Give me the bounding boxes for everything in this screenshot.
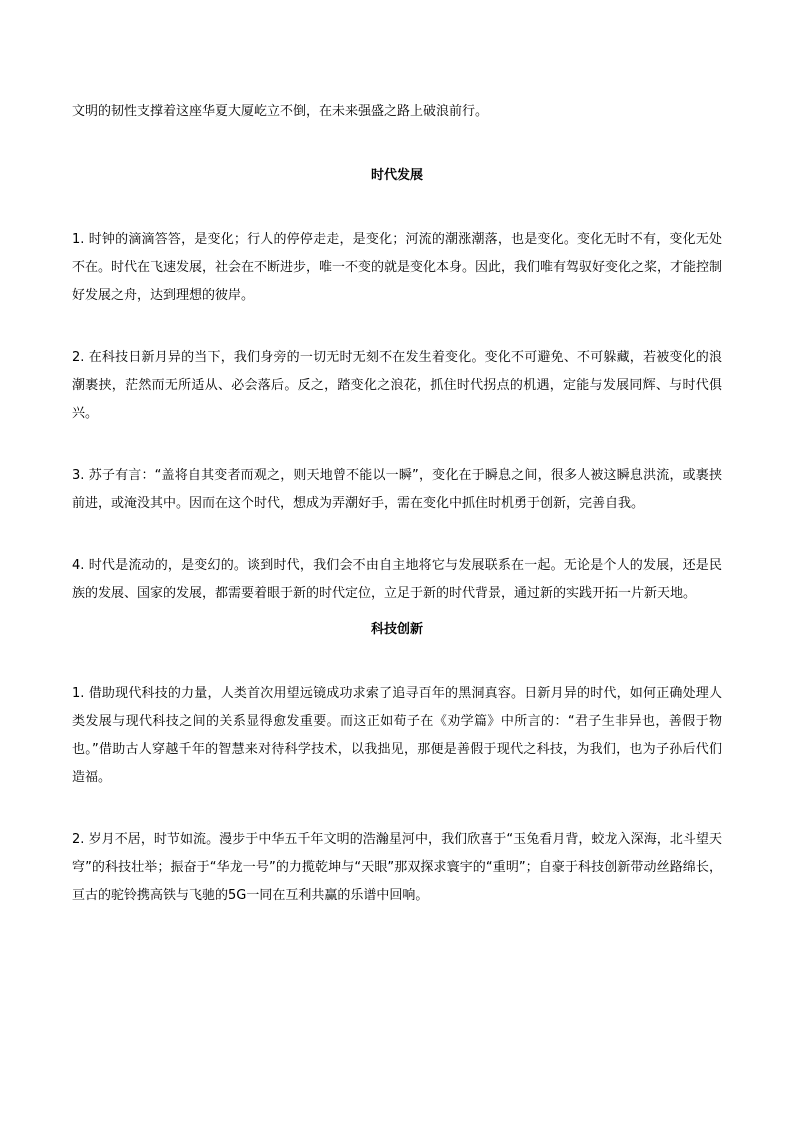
spacer: [72, 608, 722, 616]
spacer: [72, 644, 722, 680]
paragraph: 1. 借助现代科技的力量，人类首次用望远镜成功求索了追寻百年的黑洞真容。日新月异的时代，如何正确处理人类发展与现代科技之间的关系显得愈发重要。而这正如荀子在《劝学篇》中所言的：“君子生非异也，善假于物也。”借助古人穿越千年的智慧来对待科学技术，以我拙见，那便是善假于现代之科技，为我们，也为子孙后代们造福。: [72, 686, 722, 785]
spacer: [72, 792, 722, 826]
paragraph: 1. 时钟的滴滴答答，是变化；行人的停停走走，是变化；河流的潮涨潮落，也是变化。变化无时不有，变化无处不在。时代在飞速发展，社会在不断进步，唯一不变的就是变化本身。因此，我们唯有驾驭好变化之桨，才能控制好发展之舟，达到理想的彼岸。: [72, 232, 723, 303]
spacer: [72, 126, 722, 162]
intro-line: 文明的韧性支撑着这座华夏大厦屹立不倒，在未来强盛之路上破浪前行。: [72, 104, 489, 119]
paragraph: 2. 在科技日新月异的当下，我们身旁的一切无时无刻不在发生着变化。变化不可避免、不可躲藏，若被变化的浪潮裹挟，茫然而无所适从、必会落后。反之，踏变化之浪花，抓住时代拐点的机遇，定能与发展同辉、与时代俱兴。: [72, 350, 722, 421]
paragraph: 4. 时代是流动的，是变幻的。谈到时代，我们会不由自主地将它与发展联系在一起。无论是个人的发展，还是民族的发展、国家的发展，都需要着眼于新的时代定位，立足于新的时代背景，通过新的实践开拓一片新天地。: [72, 558, 722, 601]
spacer: [72, 518, 722, 552]
section-heading-tech-innovation: 科技创新: [370, 622, 423, 637]
spacer: [72, 190, 722, 226]
spacer: [72, 310, 722, 344]
paragraph: 2. 岁月不居，时节如流。漫步于中华五千年文明的浩瀚星河中，我们欣喜于“玉兔看月背，蛟龙入深海，北斗望天穹”的科技壮举；振奋于“华龙一号”的力揽乾坤与“天眼”那双探求寰宇的“重明”；自豪于科技创新带动丝路绵长，亘古的驼铃携高铁与飞驰的5G一同在互利共赢的乐谱中回响。: [72, 832, 722, 903]
section-heading-era-development: 时代发展: [370, 168, 423, 183]
paragraph: 3. 苏子有言：“盖将自其变者而观之，则天地曾不能以一瞬”，变化在于瞬息之间，很多人被这瞬息洪流，或裹挟前进，或淹没其中。因而在这个时代，想成为弄潮好手，需在变化中抓住时机勇于创新，完善自我。: [72, 468, 722, 511]
spacer: [72, 428, 722, 462]
document-page: [72, 98, 722, 910]
